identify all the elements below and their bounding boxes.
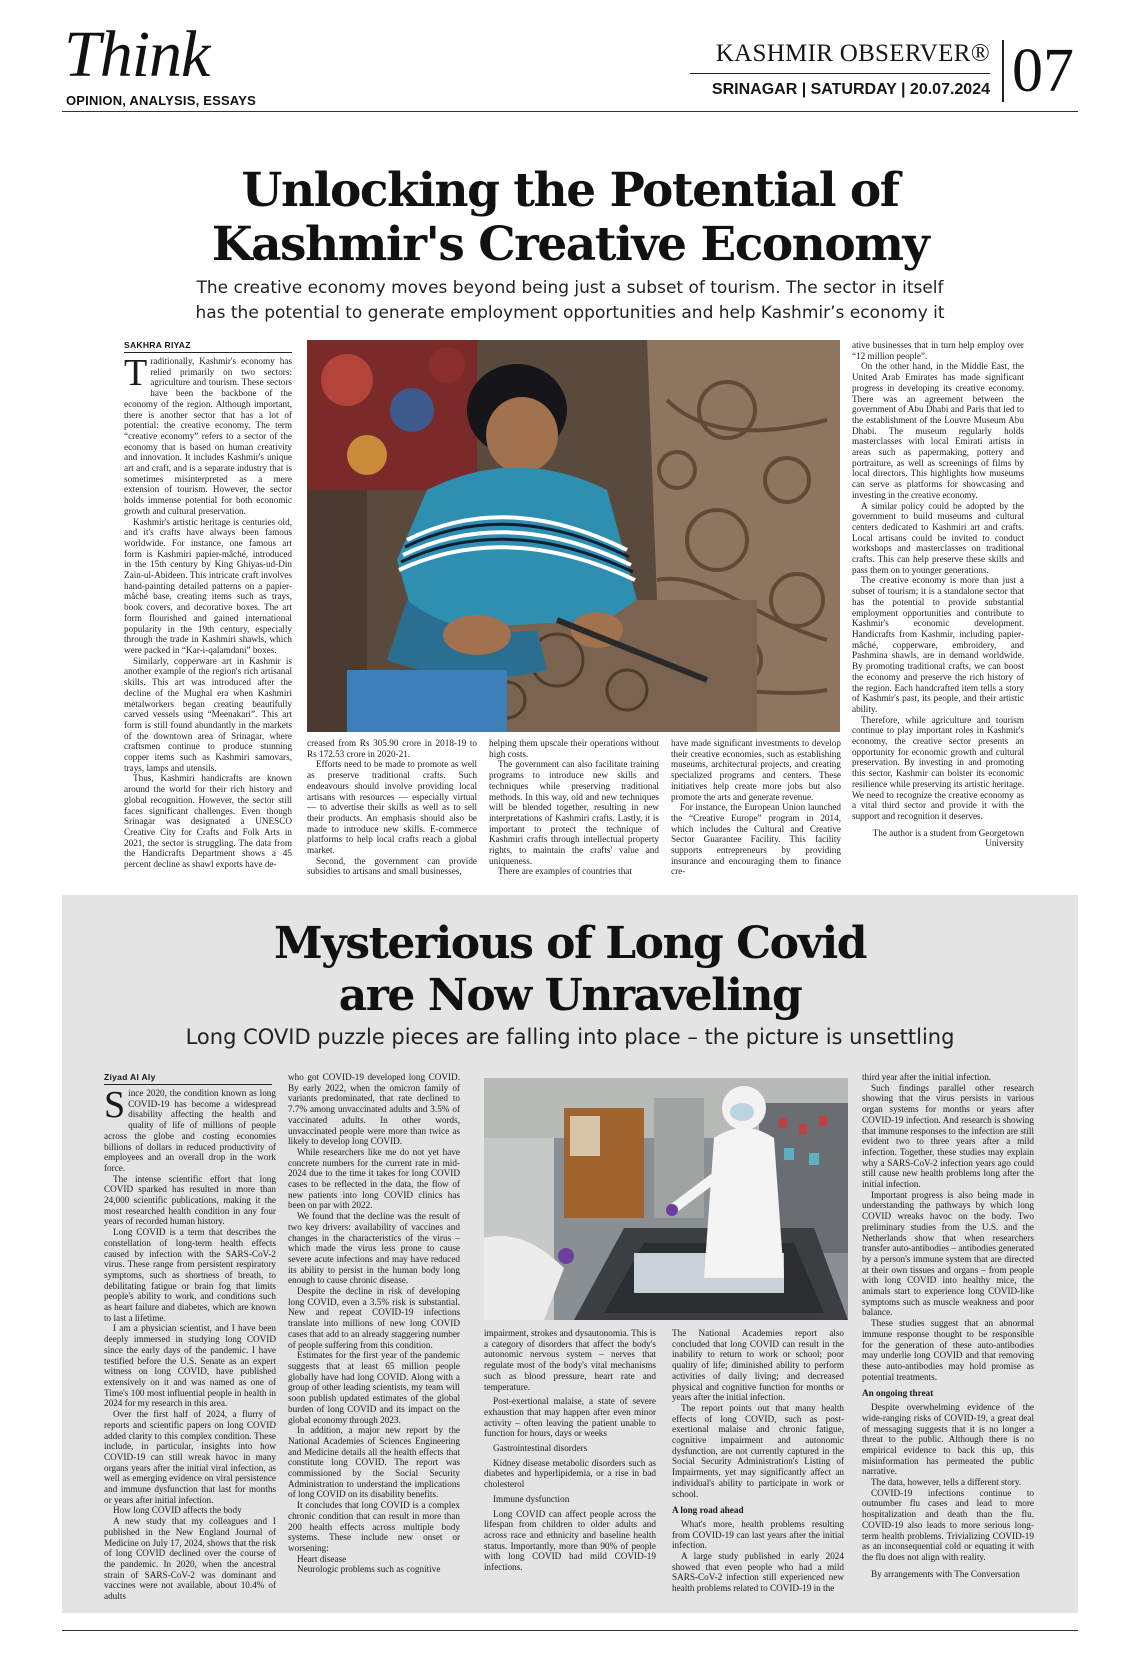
list-item: Gastrointestinal disorders [493,1443,588,1454]
article2-headline-line1: Mysterious of Long Covid [273,918,867,969]
paragraph: I am a physician scientist, and I have been deeply immersed in studying long COVID since the early days of the pandemic. I have testified before the U.S. Senate as an expert witness on long COVID, have published extensively on it and was named as one of Time's 100 most influential people in health in 2024 for my research in this area. [104,1323,276,1409]
paragraph: Kashmir's artistic heritage is centuries old, and it's crafts have always been famous worldwide. For instance, one famous art form is Kashmiri papier-mâché, introduced in the 15th century by King Ghiyas-ud-Din Zain-ul-Abideen. This intricate craft involves hand-painting detailed patterns on a papier-mâché base, creating items such as trays, book covers, and decorative boxes. The art form flourished and gained international popularity in the 19th century, especially through the trade in Kashmiri shawls, which were packed in “Kar-i-qalamdani” boxes. [124,516,292,655]
article2-standfirst: Long COVID puzzle pieces are falling into place – the picture is unsettling [185,1025,955,1049]
paragraph: creased from Rs 305.90 crore in 2018-19 to Rs 172.53 crore in 2020-21. [307,738,477,759]
footer-rule [62,1630,1078,1631]
article1-column-3 [489,738,659,886]
article2-column-5 [862,1072,1034,1608]
paragraph: We found that the decline was the result of two key drivers: availability of vaccines and changes in the characteristics of the virus – which made the virus less prone to cause severe acute infections and may have reduced its ability to persist in the human body long enough to cause chronic disease. [288,1211,460,1286]
paragraph: For instance, the European Union launched the “Creative Europe” program in 2014, which includes the Cultural and Creative Sector Guarantee Facility. This facility supports entrepreneurs by providing insurance and encouraging them to finance cre- [671,802,841,877]
paragraph: Second, the government can provide subsidies to artisans and small businesses, [307,855,477,877]
article1-headline [0,164,1140,272]
article2-headline-line2: are Now Unraveling [338,970,802,1021]
paragraph: Similarly, copperware art in Kashmir is another example of the region's rich artisanal skills. This art was introduced after the decline of the Mughal era when Kashmiri metalworkers began creating beautifully carved vessels using “Meenakari”. This art form is still found abundantly in the markets of the downtown area of Srinagar, where craftsmen continue to produce stunning copper items such as Kashmiri samovars, trays, lamps and utensils. [124,655,292,773]
paragraph: ince 2020, the condition known as long COVID-19 has become a widespread disability affecting the health and quality of life of millions of people across the globe and costing economies billions of dollars in reduced productivity of employees and an overall drop in the work force. [104,1088,276,1173]
paragraph: Despite overwhelming evidence of the wide-ranging risks of COVID-19, a great deal of messaging suggests that it is no longer a threat to the public. Although there is no empirical evidence to back this up, this misinformation has permeated the public narrative. [862,1402,1034,1477]
section-brand [64,18,324,112]
paragraph: raditionally, Kashmir's economy has relied primarily on two sectors: agriculture and tourism. These sectors have been the backbone of the economy of the region. Although important, there is another sector that has a lot of potential: the creative economy. The term “creative economy” refers to a sector of the economy that is based on human creativity and innovation. It includes Kashmir's unique art and craft, and is a separate industry that is sometimes misinterpreted as a mere extension of tourism. However, the sector holds immense potential for both economic growth and cultural preservation. [124,356,292,516]
article2-headline [0,918,1140,1022]
paragraph: who got COVID-19 developed long COVID. By early 2022, when the omicron family of variants predominated, that rate declined to 7.7% among unvaccinated adults and 3.5% of vaccinated adults. In other words, unvaccinated people were more than twice as likely to develop long COVID. [288,1072,460,1147]
paragraph: Such findings parallel other research showing that the virus persists in various organ systems for months or years after COVID-19 infection. And research is showing that immune responses to the infection are still evident two to three years after a mild infection. Together, these studies may explain why a SARS-CoV-2 infection years ago could still cause new health problems long after the initial infection. [862,1082,1034,1190]
paragraph: Despite the decline in risk of developing long COVID, even a 3.5% risk is substantial. New and repeat COVID-19 infections translate into millions of new long COVID cases that add to an already staggering number of people suffering from this condition. [288,1286,460,1350]
article1-headline-line2: Kashmir's Creative Economy [211,217,929,272]
article1-standfirst-line1: The creative economy moves beyond being just a subset of tourism. The sector in itself [196,278,944,298]
artisan-woodcarving-photo [307,340,840,732]
masthead-divider [690,73,990,74]
paragraph: Estimates for the first year of the pandemic suggests that at least 65 million people globally have had long COVID. Along with a group of other leading scientists, my team will soon publish updated estimates of the global burden of long COVID and its impact on the global economy through 2023. [288,1350,460,1425]
article2-column-1 [104,1088,276,1608]
article2-column-2 [288,1072,460,1608]
paragraph: Thus, Kashmiri handicrafts are known around the world for their rich history and global recognition. However, the sector still faces significant challenges. Even though Srinagar was designated a UNESCO Creative City for Crafts and Folk Arts in 2021, the sector is struggling. The data from the Handicrafts Department shows a 45 percent decline as shawl exports have de- [124,773,292,870]
paragraph: have made significant investments to develop their creative economies, such as establishing museums, architectural projects, and creating specialized programs and centers. These initiatives help create more jobs but also promote the arts and generate revenue. [671,738,841,802]
paragraph: Long COVID is a term that describes the constellation of long-term health effects caused by infection with the SARS-CoV-2 virus. These range from persistent respiratory symptoms, such as shortness of breath, to debilitating fatigue or brain fog that limits people's ability to work, and conditions such as heart failure and diabetes, which are known to last a lifetime. [104,1227,276,1323]
article2-column-4 [672,1328,844,1608]
paragraph: In addition, a major new report by the National Academies of Sciences Engineering and Medicine details all the health effects that constitute long COVID. The report was commissioned by the Social Security Administration to understand the implications of long COVID on its disability benefits. [288,1425,460,1500]
list-item: Immune dysfunction [493,1493,570,1504]
article1-headline-line1: Unlocking the Potential of [241,163,899,218]
paragraph: The report points out that many health effects of long COVID, such as post-exertional malaise and chronic fatigue, cognitive impairment and autonomic dysfunction, are not currently captured in the Social Security Administration's Listing of Impairments, yet may significantly affect an individual's ability to participate in work or school. [672,1402,844,1499]
paragraph: A large study published in early 2024 showed that even people who had a mild SARS-CoV-2 infection still experienced new health problems related to COVID-19 in the [672,1551,844,1594]
paragraph: While researchers like me do not yet have concrete numbers for the current rate in mid-2024 due to the time it takes for long COVID cases to be reflected in the data, the flow of new patients into long COVID clinics has been on par with 2022. [288,1146,460,1211]
page-number-divider [1002,40,1004,102]
paragraph: COVID-19 infections continue to outnumber flu cases and lead to more hospitalization and death than the flu. COVID-19 also leads to more serious long-term health problems. Trivializing COVID-19 as an inconsequential cold or equating it with the flu does not align with reality. [862,1487,1034,1562]
newspaper-masthead [690,40,990,106]
paragraph: These studies suggest that an abnormal immune response thought to be responsible for the generation of these auto-antibodies may underlie long COVID and that removing these auto-antibodies may hold promise as potential treatments. [862,1318,1034,1382]
article1-column-1 [124,356,292,886]
list-item: Post-exertional malaise, a state of severe exhaustion that may happen after even minor activity – often leaving the patient unable to function for hours, days or weeks [484,1396,656,1439]
article1-column-5 [852,340,1024,880]
paragraph: Over the first half of 2024, a flurry of reports and scientific papers on long COVID added clarity to this complex condition. These include, in particular, insights into how COVID-19 can still wreak havoc in many organs years after the initial viral infection, as well as emerging evidence on viral persistence and immune dysfunction that last for months or years after initial infection. [104,1409,276,1505]
paragraph: impairment, strokes and dysautonomia. This is a category of disorders that affect the body's autonomic nervous system – nerves that regulate most of the body's vital mechanisms such as blood pressure, heart rate and temperature. [484,1328,656,1392]
header-rule [62,111,1078,112]
paragraph: third year after the initial infection. [862,1072,992,1082]
paragraph: Important progress is also being made in understanding the pathways by which long COVID wreaks havoc on the body. Two preliminary studies from the U.S. and the Netherlands show that when researchers transfer auto-antibodies – antibodies generated by a person's immune system that are directed at their own tissues and organs – from people with long COVID into healthy mice, the animals start to experience long COVID-like symptoms such as muscle weakness and poor balance. [862,1189,1034,1318]
page-number: 07 [1012,37,1074,105]
dropcap: S [104,1088,126,1126]
subheading: An ongoing threat [862,1388,934,1399]
article2-byline: Ziyad Al Aly [104,1072,272,1085]
article1-standfirst [0,276,1140,326]
list-item: Kidney disease metabolic disorders such as diabetes and hyperlipidemia, or a rise in bad cholesterol [484,1457,656,1490]
article1-column-4 [671,738,841,886]
paragraph: Long COVID can affect people across the lifespan from children to older adults and across race and ethnicity and baseline health status. Importantly, more than 90% of people with long COVID had mild COVID-19 infections. [484,1508,656,1573]
paragraph: A similar policy could be adopted by the government to build museums and cultural centers dedicated to Kashmiri art and crafts. Local artisans could be invited to conduct workshops and masterclasses on traditional crafts. This can help preserve these skills and pass them on to younger generations. [852,500,1024,575]
credit-line: By arrangements with The Conversation [871,1568,1020,1579]
paragraph: helping them upscale their operations without high costs. [489,738,659,759]
dateline: SRINAGAR | SATURDAY | 20.07.2024 [711,81,990,98]
dropcap: T [124,356,148,394]
section-title: Think [64,18,210,91]
article1-standfirst-line2: has the potential to generate employment opportunities and help Kashmir’s economy it [195,303,945,323]
paragraph: What's more, health problems resulting from COVID-19 can last years after the initial infection. [672,1518,844,1551]
paragraph: Efforts need to be made to promote as well as preserve traditional crafts. Such endeavours should involve providing local artisans with resources — especially virtual — to advertise their skills as well as to sell their products. An emphasis should also be made to introduce new skills. E-commerce platforms to help local crafts reach a global market. [307,759,477,856]
artisan-illustration [307,340,840,732]
author-note: The author is a student from Georgetown University [872,827,1024,849]
newspaper-name: KASHMIR OBSERVER® [715,40,990,67]
paragraph: The intense scientific effort that long COVID sparked has resulted in more than 24,000 scientific publications, making it the most researched health condition in any four years of recorded human history. [104,1173,276,1227]
paragraph: It concludes that long COVID is a complex chronic condition that can result in more than 200 health effects across multiple body systems. These include new onset or worsening: [288,1500,460,1553]
article1-column-2 [307,738,477,886]
laboratory-photo [484,1078,848,1320]
section-subtitle: OPINION, ANALYSIS, ESSAYS [66,93,256,108]
laboratory-illustration [484,1078,848,1320]
paragraph: ative businesses that in turn help employ over “12 million people”. [852,340,1024,361]
paragraph: The creative economy is more than just a subset of tourism; it is a standalone sector that has the potential to provide substantial employment opportunities and contribute to Kashmir's economic development. Handicrafts from Kashmir, including papier-mâché, copperware, embroidery, and Pashmina shawls, are in demand worldwide. By promoting traditional crafts, we can boost the economy and preserve the rich history of the region. Each handcrafted item tells a story of Kashmir's past, its people, and their artistic ability. [852,575,1024,714]
paragraph: The data, however, tells a different story. [871,1477,1022,1488]
paragraph: On the other hand, in the Middle East, the United Arab Emirates has made significant progress in developing its creative economy. There was an agreement between the government of Abu Dhabi and Paris that led to the establishment of the Louvre Museum Abu Dhabi. The museum regularly holds masterclasses with local Emirati artists in areas such as papermaking, pottery and portraiture, as well as screenings of films by local directors. This highlights how museums can serve as platforms for showcasing and investing in the creative economy. [852,361,1024,500]
list-item: Neurologic problems such as cognitive [297,1564,441,1575]
article2-column-3 [484,1328,656,1608]
subheading: A long road ahead [672,1505,744,1516]
paragraph: A new study that my colleagues and I published in the New England Journal of Medicine on July 17, 2024, shows that the risk of long COVID declined over the course of the pandemic. In 2020, when the ancestral strain of SARS-CoV-2 was dominant and vaccines were not available, about 10.4% of adults [104,1516,276,1602]
paragraph: Therefore, while agriculture and tourism continue to play important roles in Kashmir's economy, the creative sector presents an opportunity for economic growth and cultural preservation. By investing in and promoting this sector, Kashmir can bolster its economic resilience while preserving its artistic heritage. We need to recognize the creative economy as a vital third sector and provide it with the support and recognition it deserves. [852,714,1024,821]
article1-byline: SAKHRA RIYAZ [124,340,292,353]
list-item: Heart disease [297,1553,347,1564]
paragraph: There are examples of countries that [498,866,632,877]
paragraph: The National Academies report also concluded that long COVID can result in the inability to return to work or school; poor quality of life; diminished ability to perform activities of daily living; and decreased physical and cognitive function for months or years after the initial infection. [672,1328,844,1403]
paragraph: How long COVID affects the body [113,1505,242,1516]
paragraph: The government can also facilitate training programs to introduce new skills and techniques while preserving traditional methods. In this way, old and new techniques will be blended together, resulting in new interpretations of Kashmiri crafts. Lastly, it is important to protect the technique of Kashmiri crafts through intellectual property rights, to maintain the crafts' value and uniqueness. [489,759,659,866]
